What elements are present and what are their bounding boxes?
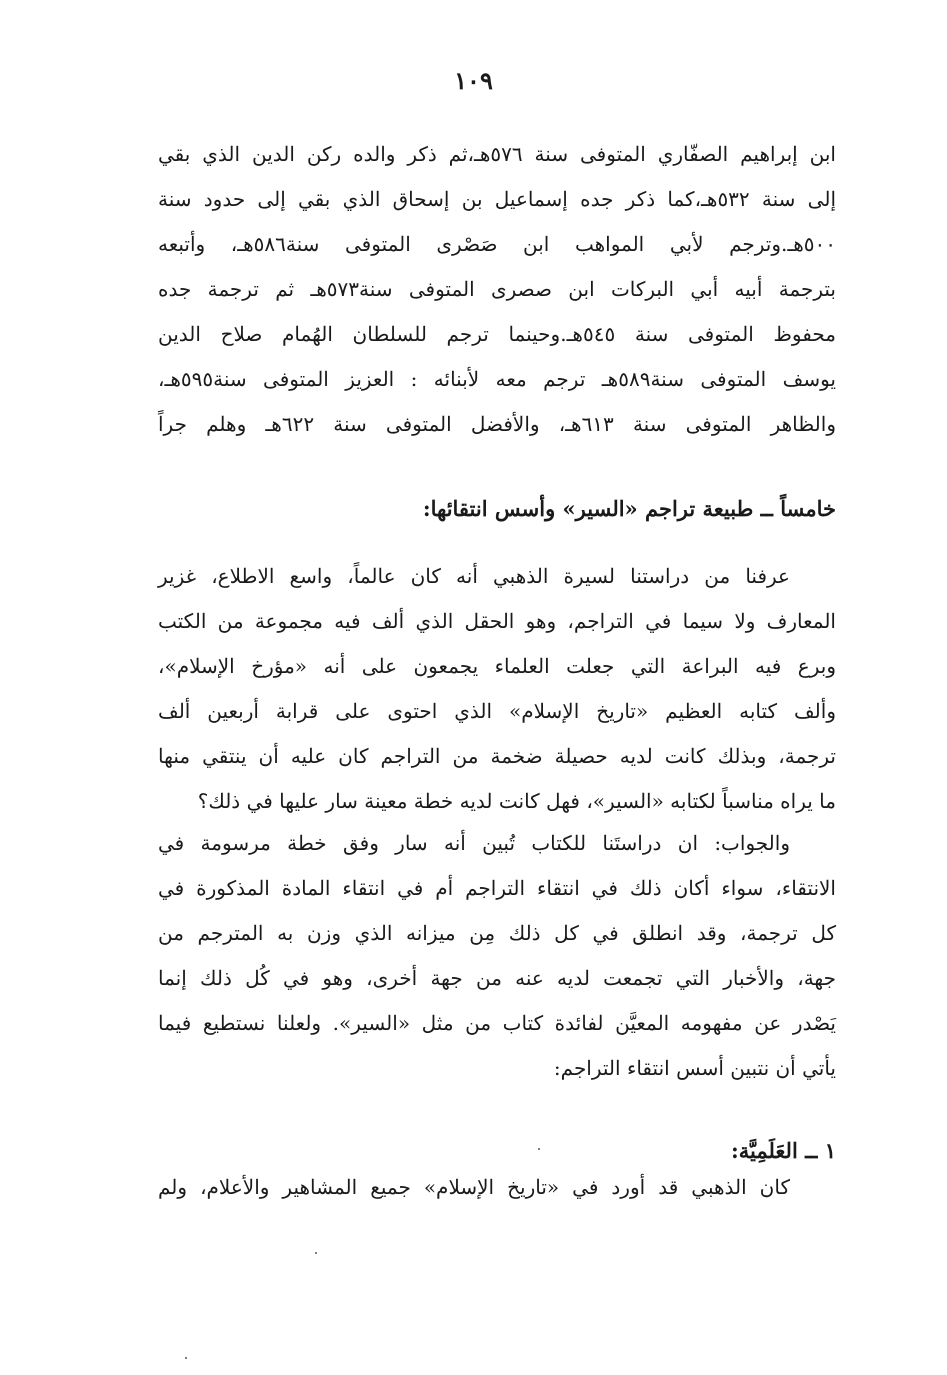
text-line: إلى سنة ٥٣٢هـ،كما ذكر جده إسماعيل بن إسحاق الذي بقي إلى حدود سنة xyxy=(158,187,836,211)
text-line: جهة، والأخبار التي تجمعت لديه عنه من جهة أخرى، وهو في كُل ذلك إنما xyxy=(158,966,836,990)
scan-speck xyxy=(185,1357,187,1359)
text-line: ترجمة، وبذلك كانت لديه حصيلة ضخمة من التراجم كان عليه أن ينتقي منها xyxy=(158,744,836,768)
text-line: يأتي أن نتبين أسس انتقاء التراجم: xyxy=(553,1056,836,1080)
text-line: والظاهر المتوفى سنة ٦١٣هـ، والأفضل المتوفى سنة ٦٢٢هـ وهلم جراً xyxy=(158,412,836,436)
paragraph-section-one xyxy=(158,1165,836,1210)
paragraph-answer xyxy=(158,821,836,1091)
text-line: الانتقاء، سواء أكان ذلك في انتقاء التراجم أم في انتقاء المادة المذكورة في xyxy=(158,876,836,900)
paragraph-continuation xyxy=(158,132,836,447)
scan-speck xyxy=(315,1252,317,1254)
text-line: عرفنا من دراستنا لسيرة الذهبي أنه كان عالماً، واسع الاطلاع، غزير xyxy=(158,564,790,588)
section-heading: خامساً ــ طبيعة تراجم «السير» وأسس انتقائها: xyxy=(422,496,836,521)
paragraph-intro xyxy=(158,554,836,824)
text-line: يوسف المتوفى سنة٥٨٩هـ ترجم معه لأبنائه : العزيز المتوفى سنة٥٩٥هـ، xyxy=(158,367,836,391)
text-line: محفوظ المتوفى سنة ٥٤٥هـ.وحينما ترجم للسلطان الهُمام صلاح الدين xyxy=(158,322,836,346)
text-line: ابن إبراهيم الصفّاري المتوفى سنة ٥٧٦هـ،ثم ذكر والده ركن الدين الذي بقي xyxy=(158,142,836,166)
text-line: وألف كتابه العظيم «تاريخ الإسلام» الذي احتوى على قرابة أربعين ألف xyxy=(158,699,836,723)
text-line: المعارف ولا سيما في التراجم، وهو الحقل الذي ألف فيه مجموعة من الكتب xyxy=(158,609,836,633)
text-line: والجواب: ان دراستَنا للكتاب تُبين أنه سار وفق خطة مرسومة في xyxy=(158,831,790,855)
subsection-heading: ١ ــ العَلَمِيَّة: xyxy=(730,1138,836,1163)
scan-speck xyxy=(538,1148,540,1150)
text-line: ما يراه مناسباً لكتابه «السير»، فهل كانت لديه خطة معينة سار عليها في ذلك؟ xyxy=(197,789,836,813)
text-line: كان الذهبي قد أورد في «تاريخ الإسلام» جميع المشاهير والأعلام، ولم xyxy=(158,1175,790,1199)
text-line: يَصْدر عن مفهومه المعيَّن لفائدة كتاب من مثل «السير». ولعلنا نستطيع فيما xyxy=(158,1011,836,1035)
text-line: بترجمة أبيه أبي البركات ابن صصرى المتوفى سنة٥٧٣هـ ثم ترجمة جده xyxy=(158,277,836,301)
text-line: وبرع فيه البراعة التي جعلت العلماء يجمعون على أنه «مؤرخ الإسلام»، xyxy=(158,654,836,678)
page-number: ١٠٩ xyxy=(454,66,493,95)
text-line: كل ترجمة، وقد انطلق في كل ذلك مِن ميزانه الذي وزن به المترجم من xyxy=(158,921,836,945)
text-line: ٥٠٠هـ.وترجم لأبي المواهب ابن صَصْرى المتوفى سنة٥٨٦هـ، وأتبعه xyxy=(158,232,837,256)
